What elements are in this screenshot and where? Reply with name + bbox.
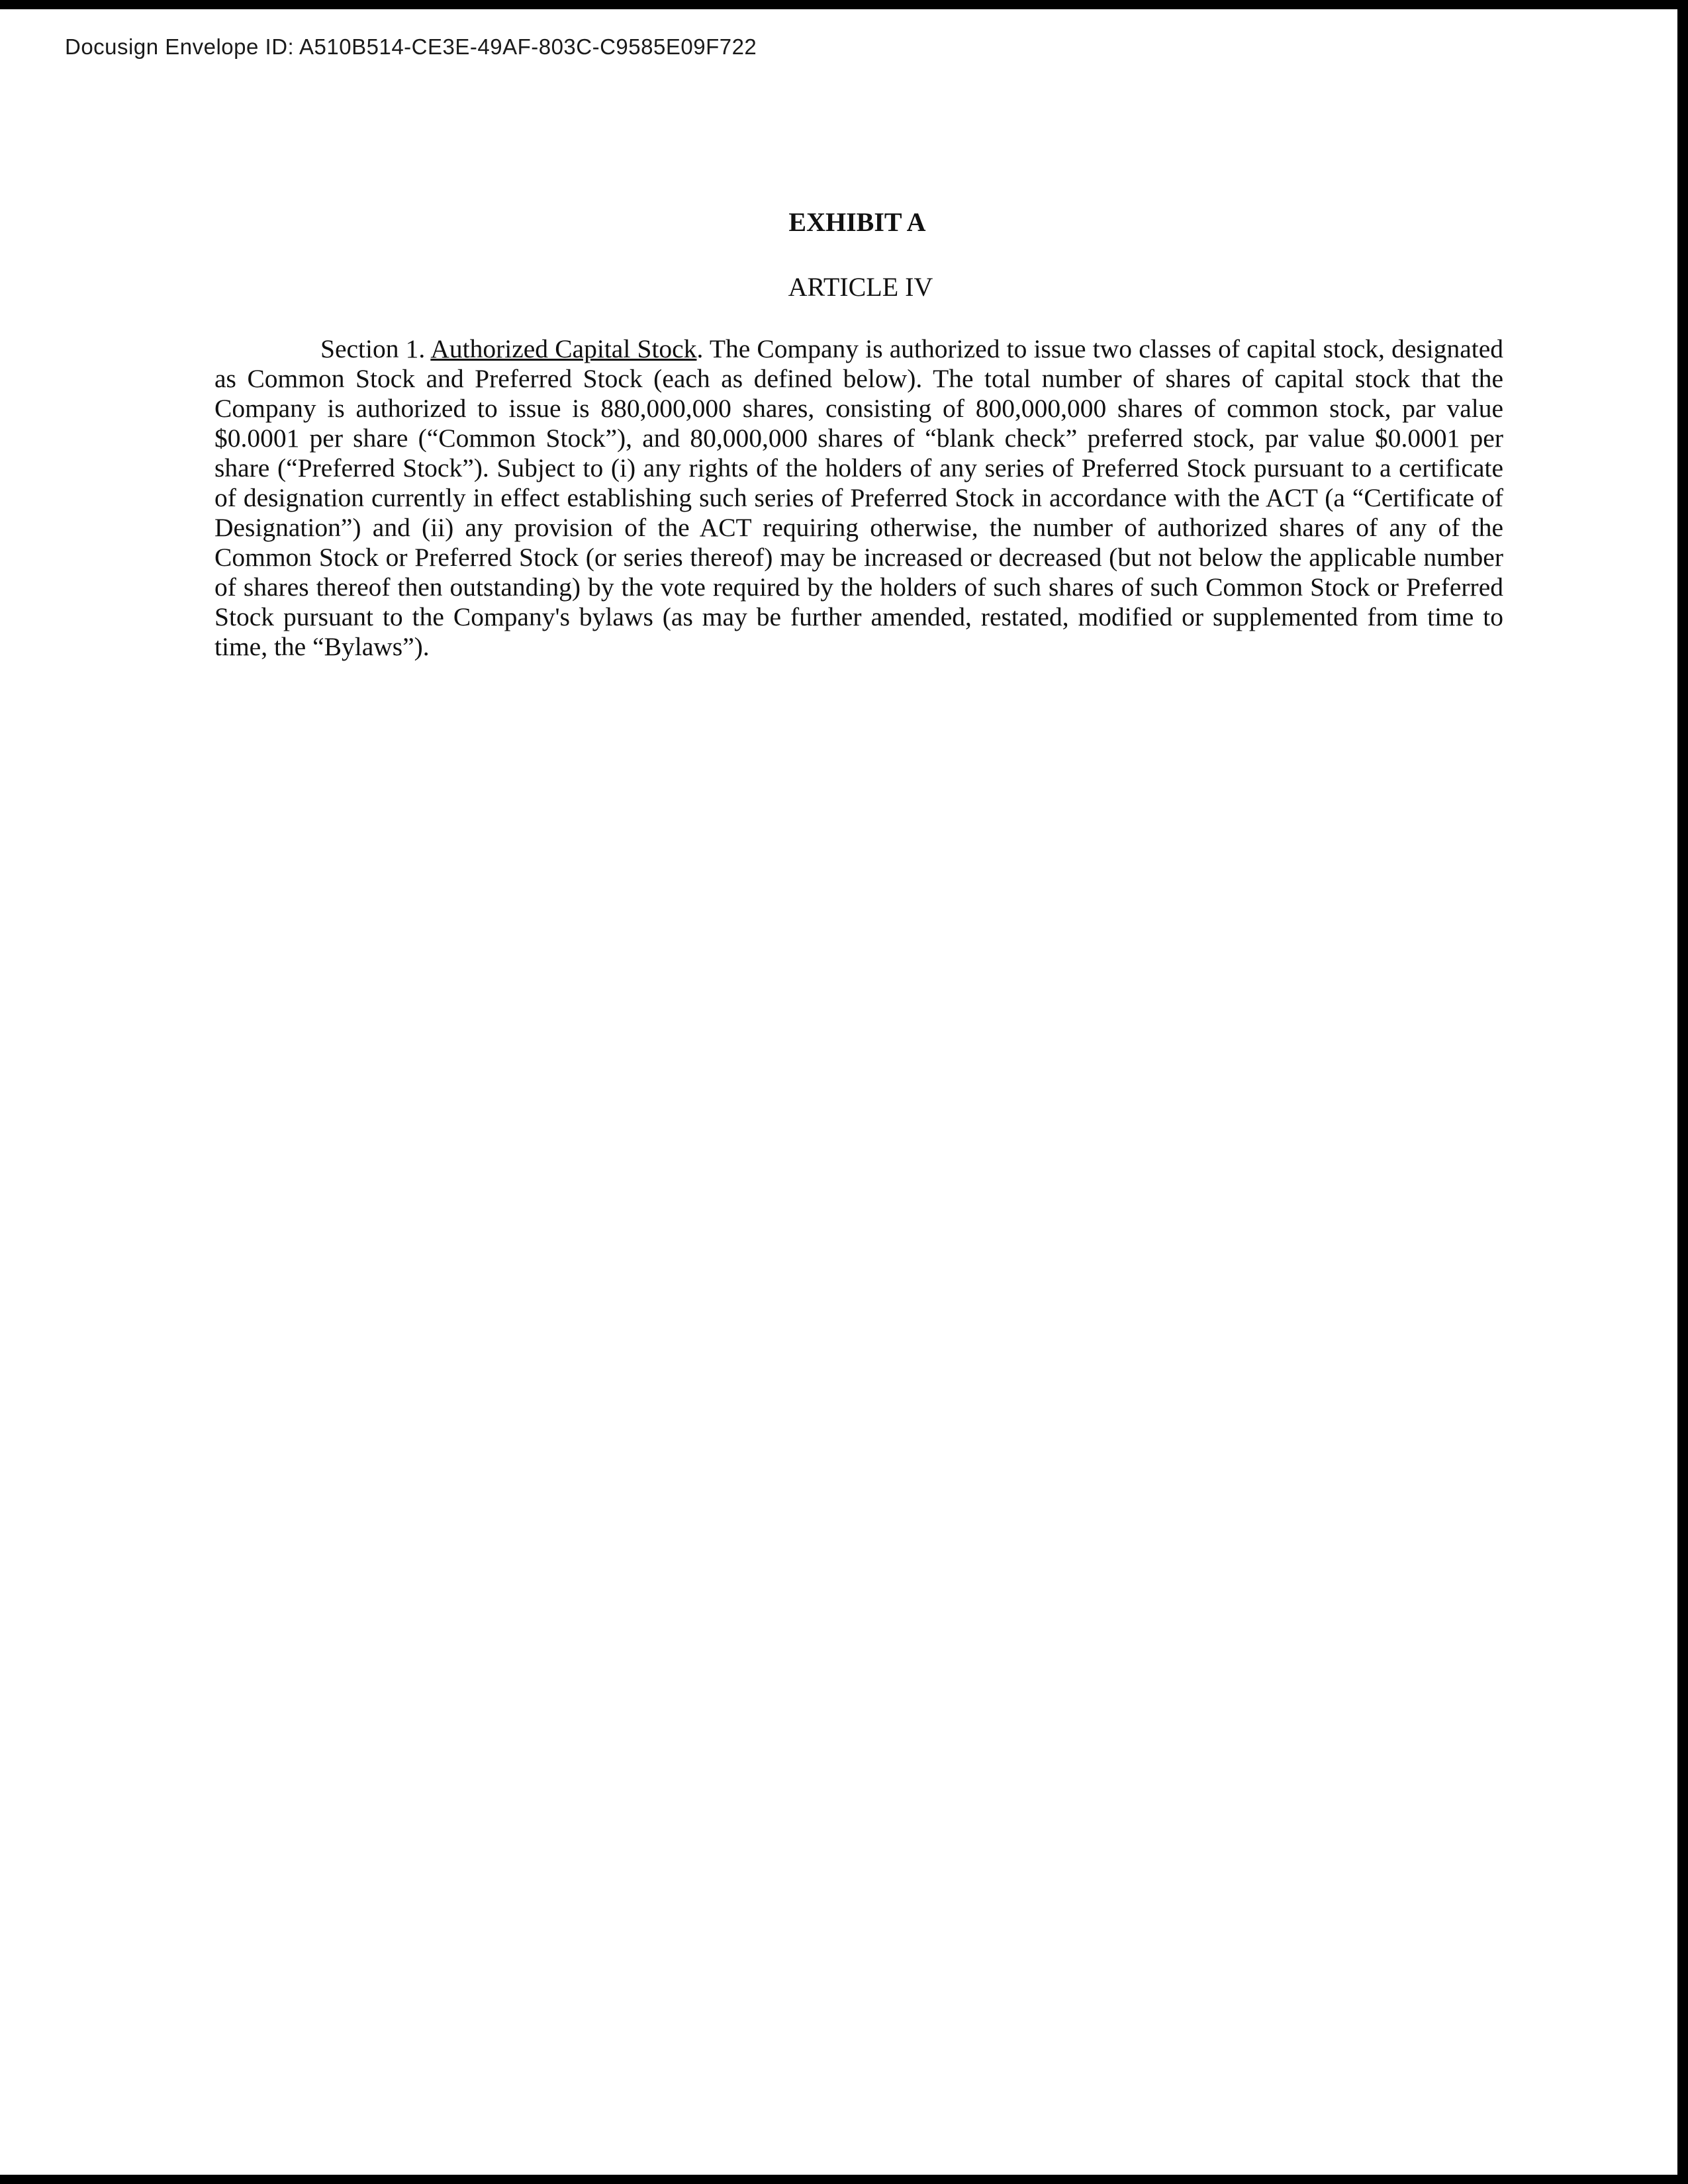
section-number: Section 1. [320, 334, 426, 363]
scan-border-right [1677, 0, 1688, 2184]
section-body-text: . The Company is authorized to issue two classes of capital stock, designated as Common Stock and Preferred Stock (each as defined below). The total number of shares of capital stock that the Company is authorized to issue is 880,000,000 shares, consisting of 800,000,000 shares of common stock, par value $0.0001 per share (“Common Stock”), and 80,000,000 shares of “blank check” preferred stock, par value $0.0001 per share (“Preferred Stock”). Subject to (i) any rights of the holders of any series of Preferred Stock pursuant to a certificate of designation currently in effect establishing such series of Preferred Stock in accordance with the ACT (a “Certificate of Designation”) and (ii) any provision of the ACT requiring otherwise, the number of authorized shares of any of the Common Stock or Preferred Stock (or series thereof) may be increased or decreased (but not below the applicable number of shares thereof then outstanding) by the vote required by the holders of such shares of such Common Stock or Preferred Stock pursuant to the Company's bylaws (as may be further amended, restated, modified or supplemented from time to time, the “Bylaws”). [214, 334, 1503, 661]
scan-border-bottom [0, 2175, 1688, 2184]
exhibit-title: EXHIBIT A [788, 207, 926, 237]
envelope-id: Docusign Envelope ID: A510B514-CE3E-49AF-803C-C9585E09F722 [65, 34, 757, 59]
article-title: ARTICLE IV [788, 272, 933, 302]
section-heading: Authorized Capital Stock [430, 334, 697, 363]
section-paragraph [214, 334, 1503, 662]
scan-border-top [0, 0, 1688, 9]
